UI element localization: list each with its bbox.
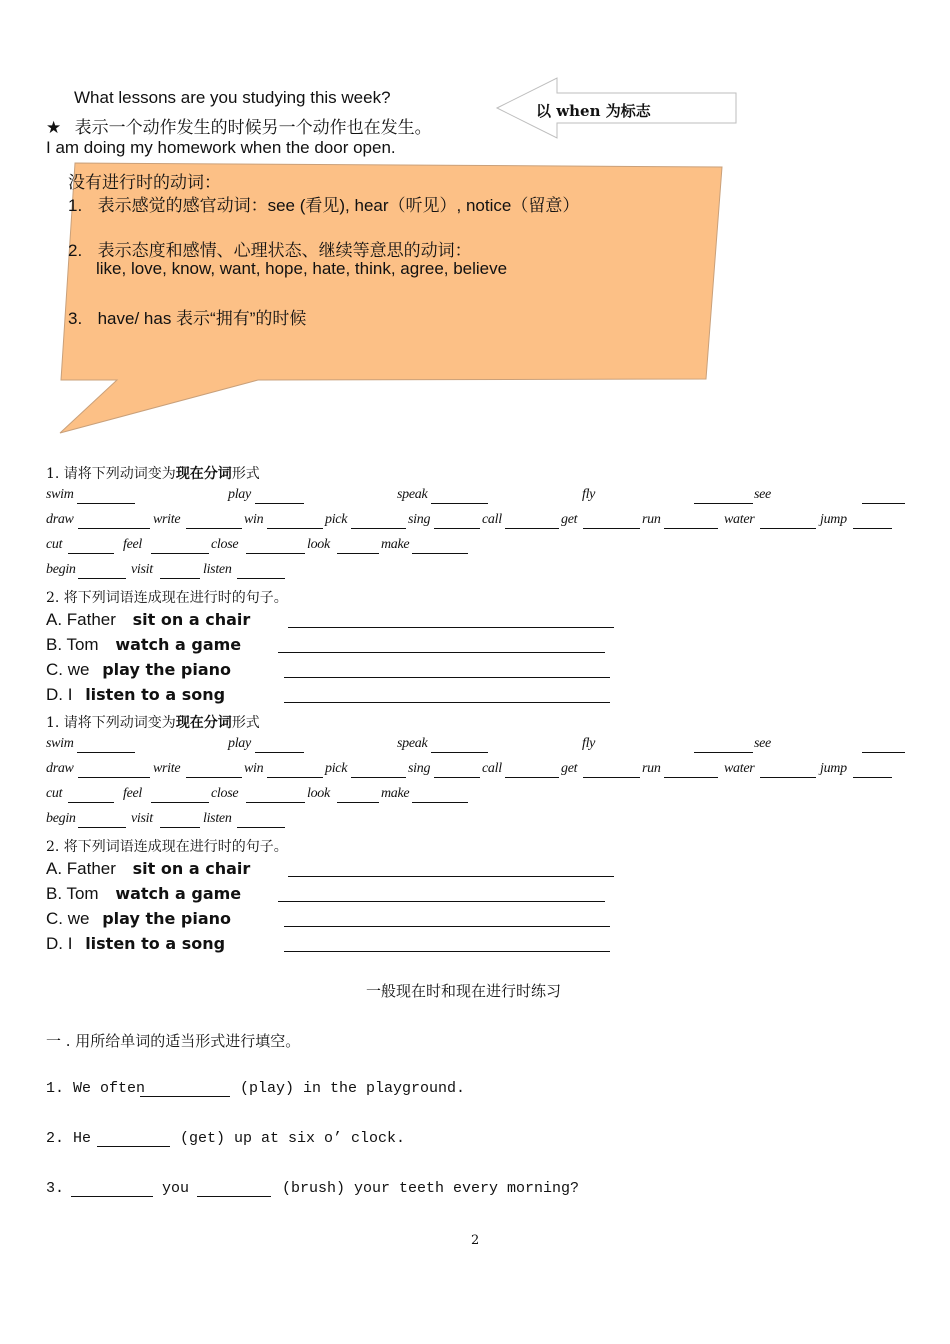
sentence-a: A. Father sit on a chair — [46, 859, 251, 878]
verb-make: make — [381, 786, 410, 801]
item-3-text: have/ has 表示“拥有”的时候 — [97, 309, 307, 328]
verb-blank[interactable] — [760, 777, 816, 778]
verb-blank[interactable] — [583, 528, 640, 529]
answer-line-a[interactable] — [288, 876, 614, 877]
verb-blank[interactable] — [583, 777, 640, 778]
verb-feel: feel — [123, 786, 143, 801]
verb-swim: swim — [46, 736, 74, 751]
sentence-d: D. I listen to a song — [46, 934, 226, 953]
verb-blank[interactable] — [160, 827, 200, 828]
verb-cut: cut — [46, 786, 63, 801]
practice-q3-blank-2[interactable] — [197, 1196, 271, 1197]
callout-shapes — [0, 0, 950, 450]
verb-see: see — [754, 736, 771, 751]
verb-get: get — [561, 512, 578, 527]
verb-blank[interactable] — [151, 553, 209, 554]
verb-water: water — [724, 512, 755, 527]
verb-sing: sing — [408, 761, 431, 776]
verb-begin: begin — [46, 811, 76, 826]
verb-blank[interactable] — [78, 578, 126, 579]
answer-line-d[interactable] — [284, 951, 610, 952]
verb-blank[interactable] — [351, 777, 406, 778]
verb-sing: sing — [408, 512, 431, 527]
verb-blank[interactable] — [853, 777, 892, 778]
verb-feel: feel — [123, 537, 143, 552]
verb-pick: pick — [325, 761, 348, 776]
verb-listen: listen — [203, 562, 232, 577]
verb-blank[interactable] — [337, 802, 379, 803]
verb-draw: draw — [46, 512, 74, 527]
verb-blank[interactable] — [255, 503, 304, 504]
verb-blank[interactable] — [351, 528, 406, 529]
verb-draw: draw — [46, 761, 74, 776]
intro-line-1: What lessons are you studying this week? — [74, 88, 391, 107]
arrow-callout-text: 以 when 为标志 — [536, 102, 651, 120]
verb-blank[interactable] — [77, 752, 135, 753]
verb-blank[interactable] — [664, 777, 718, 778]
item-1-text: 表示感觉的感官动词：see (看见), hear（听见）, notice（留意） — [97, 196, 580, 215]
practice-q1-rest: (play) in the playground. — [240, 1080, 466, 1097]
section-b-q1: 1. 请将下列动词变为现在分词形式 — [46, 715, 260, 731]
verb-swim: swim — [46, 487, 74, 502]
verb-run: run — [642, 761, 661, 776]
verb-blank[interactable] — [237, 578, 285, 579]
verb-fly: fly — [582, 487, 596, 502]
practice-q1-blank[interactable] — [140, 1096, 230, 1097]
practice-q3-you: you — [162, 1180, 190, 1197]
sentence-a: A. Father sit on a chair — [46, 610, 251, 629]
section-b-q2: 2. 将下列词语连成现在进行时的句子。 — [46, 839, 288, 855]
orange-box-item-1 — [68, 191, 579, 216]
section-a-q1: 1. 请将下列动词变为现在分词形式 — [46, 466, 260, 482]
verb-write: write — [153, 512, 181, 527]
verb-jump: jump — [820, 761, 847, 776]
verb-blank[interactable] — [151, 802, 209, 803]
verb-water: water — [724, 761, 755, 776]
item-3-number: 3. — [68, 309, 83, 328]
verb-blank[interactable] — [862, 752, 905, 753]
verb-blank[interactable] — [412, 553, 468, 554]
verb-speak: speak — [397, 487, 428, 502]
verb-jump: jump — [820, 512, 847, 527]
verb-look: look — [307, 537, 330, 552]
verb-close: close — [211, 537, 239, 552]
verb-blank[interactable] — [246, 802, 305, 803]
practice-q3-blank-1[interactable] — [71, 1196, 153, 1197]
item-1-number: 1. — [68, 196, 83, 215]
verb-blank[interactable] — [186, 777, 242, 778]
verb-blank[interactable] — [246, 553, 305, 554]
verb-blank[interactable] — [505, 777, 559, 778]
verb-win: win — [244, 761, 264, 776]
answer-line-b[interactable] — [278, 901, 605, 902]
verb-blank[interactable] — [434, 777, 480, 778]
verb-blank[interactable] — [431, 752, 488, 753]
practice-q2-blank[interactable] — [97, 1146, 170, 1147]
practice-q2-rest: (get) up at six o’ clock. — [180, 1130, 406, 1147]
answer-line-b[interactable] — [278, 652, 605, 653]
section-a-q2: 2. 将下列词语连成现在进行时的句子。 — [46, 590, 288, 606]
verb-blank[interactable] — [694, 503, 753, 504]
verb-blank[interactable] — [186, 528, 242, 529]
verb-blank[interactable] — [77, 503, 135, 504]
verb-blank[interactable] — [694, 752, 753, 753]
answer-line-d[interactable] — [284, 702, 610, 703]
verb-win: win — [244, 512, 264, 527]
verb-blank[interactable] — [78, 827, 126, 828]
verb-blank[interactable] — [160, 578, 200, 579]
verb-blank[interactable] — [267, 528, 323, 529]
verb-look: look — [307, 786, 330, 801]
verb-call: call — [482, 512, 502, 527]
page-number: 2 — [471, 1233, 480, 1248]
sentence-d: D. I listen to a song — [46, 685, 226, 704]
answer-line-c[interactable] — [284, 677, 610, 678]
sentence-c: C. we play the piano — [46, 909, 232, 928]
practice-q3-rest: (brush) your teeth every morning? — [282, 1180, 580, 1197]
item-2-number: 2. — [68, 241, 83, 260]
verb-close: close — [211, 786, 239, 801]
orange-box-item-2 — [68, 236, 472, 261]
orange-box-heading: 没有进行时的动词： — [68, 173, 221, 193]
verb-write: write — [153, 761, 181, 776]
verb-cut: cut — [46, 537, 63, 552]
verb-blank[interactable] — [862, 503, 905, 504]
verb-blank[interactable] — [68, 802, 114, 803]
verb-play: play — [228, 736, 251, 751]
sentence-c: C. we play the piano — [46, 660, 232, 679]
verb-blank[interactable] — [505, 528, 559, 529]
verb-run: run — [642, 512, 661, 527]
verb-blank[interactable] — [237, 827, 285, 828]
practice-part-1: 一 . 用所给单词的适当形式进行填空。 — [46, 1032, 301, 1050]
intro-line-3: I am doing my homework when the door open. — [46, 138, 396, 157]
verb-blank[interactable] — [68, 553, 114, 554]
verb-listen: listen — [203, 811, 232, 826]
verb-begin: begin — [46, 562, 76, 577]
verb-blank[interactable] — [853, 528, 892, 529]
orange-box-item-2-list: like, love, know, want, hope, hate, think, agree, believe — [96, 259, 508, 278]
item-2-text: 表示态度和感情、心理状态、继续等意思的动词： — [97, 241, 472, 261]
practice-title: 一般现在时和现在进行时练习 — [366, 982, 562, 1000]
sentence-b: B. Tom watch a game — [46, 635, 242, 654]
intro-line-2 — [46, 113, 432, 138]
verb-see: see — [754, 487, 771, 502]
answer-line-c[interactable] — [284, 926, 610, 927]
verb-blank[interactable] — [412, 802, 468, 803]
orange-box-item-3 — [68, 304, 306, 329]
practice-q1: 1. We often — [46, 1080, 146, 1097]
intro-line-2-text: 表示一个动作发生的时候另一个动作也在发生。 — [74, 118, 432, 138]
verb-pick: pick — [325, 512, 348, 527]
verb-call: call — [482, 761, 502, 776]
verb-make: make — [381, 537, 410, 552]
verb-visit: visit — [131, 811, 153, 826]
verb-blank[interactable] — [431, 503, 488, 504]
verb-blank[interactable] — [337, 553, 379, 554]
verb-get: get — [561, 761, 578, 776]
practice-q3-number: 3. — [46, 1180, 65, 1197]
verb-fly: fly — [582, 736, 596, 751]
verb-blank[interactable] — [78, 528, 150, 529]
verb-speak: speak — [397, 736, 428, 751]
verb-visit: visit — [131, 562, 153, 577]
verb-blank[interactable] — [434, 528, 480, 529]
star-icon: ★ — [46, 118, 62, 138]
verb-blank[interactable] — [78, 777, 150, 778]
practice-q2: 2. He — [46, 1130, 92, 1147]
verb-blank[interactable] — [267, 777, 323, 778]
verb-blank[interactable] — [255, 752, 304, 753]
verb-blank[interactable] — [760, 528, 816, 529]
answer-line-a[interactable] — [288, 627, 614, 628]
sentence-b: B. Tom watch a game — [46, 884, 242, 903]
verb-blank[interactable] — [664, 528, 718, 529]
verb-play: play — [228, 487, 251, 502]
